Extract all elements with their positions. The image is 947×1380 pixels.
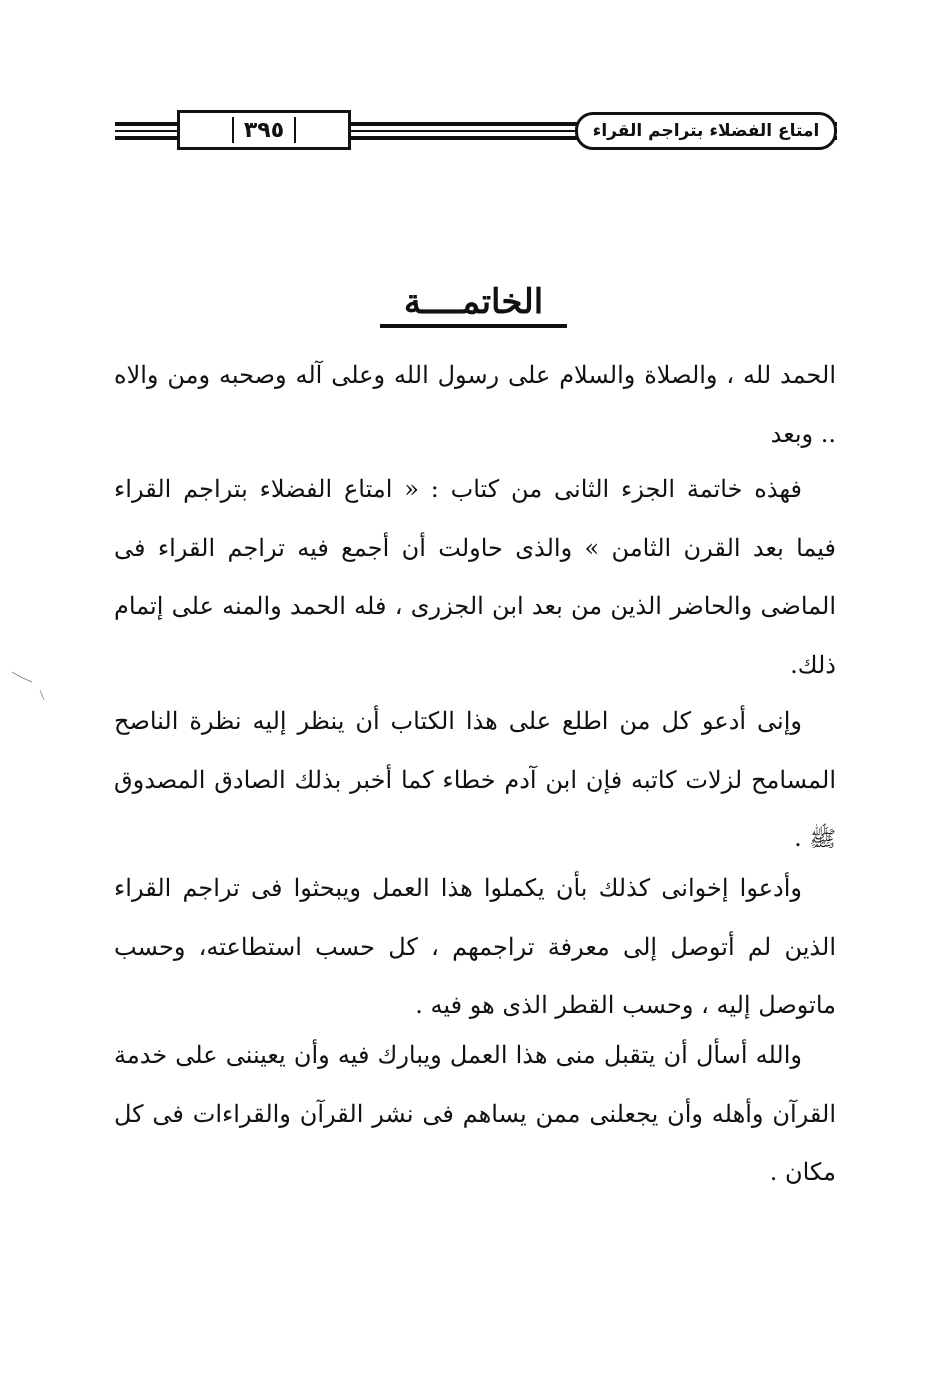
paragraph-text: وإنى أدعو كل من اطلع على هذا الكتاب أن ينظر إليه نظرة الناصح المسامح لزلات كاتبه فإن ابن آدم خطاء كما أخبر بذلك الصادق المصدوق (114, 707, 836, 794)
page-number: ٣٩٥ (238, 118, 290, 143)
paragraph-opening (114, 346, 836, 463)
paragraph-request-brothers (114, 859, 836, 1035)
paragraph-text: وأدعوا إخوانى كذلك بأن يكملوا هذا العمل ويبحثوا فى تراجم القراء الذين لم أتوصل إلى معرفة تراجمهم ، كل حسب استطاعته، وحسب ماتوصل إليه ، وحسب القطر الذى هو فيه . (114, 874, 836, 1019)
paragraph-text: الحمد لله ، والصلاة والسلام على رسول الله وعلى آله وصحبه ومن والاه .. وبعد (114, 361, 836, 448)
running-book-title: امتاع الفضلاء بتراجم القراء (592, 121, 820, 141)
paragraph-prayer (114, 1026, 836, 1202)
scan-speck (10, 668, 50, 704)
page-number-frame (177, 110, 351, 150)
chapter-title (0, 282, 947, 328)
paragraph-text: والله أسأل أن يتقبل منى هذا العمل ويبارك فيه وأن يعيننى على خدمة القرآن وأهله وأن يجعلنى ممن يساهم فى نشر القرآن والقراءات فى كل مكان . (114, 1041, 836, 1186)
paragraph-request-readers (114, 692, 836, 870)
book-title-frame (575, 112, 837, 150)
paragraph-end: . (794, 824, 810, 852)
paragraph-text: فهذه خاتمة الجزء الثانى من كتاب : « امتاع الفضلاء بتراجم القراء فيما بعد القرن الثامن » والذى حاولت أن أجمع فيه تراجم القراء فى الماضى والحاضر الذين من بعد ابن الجزرى ، فله الحمد والمنه على إتمام ذلك. (114, 475, 836, 679)
chapter-title-text: الخاتمــــة (380, 282, 567, 328)
paragraph-conclusion-intro (114, 460, 836, 694)
running-header (115, 110, 837, 154)
honorific-glyph: ﷺ (809, 827, 836, 852)
